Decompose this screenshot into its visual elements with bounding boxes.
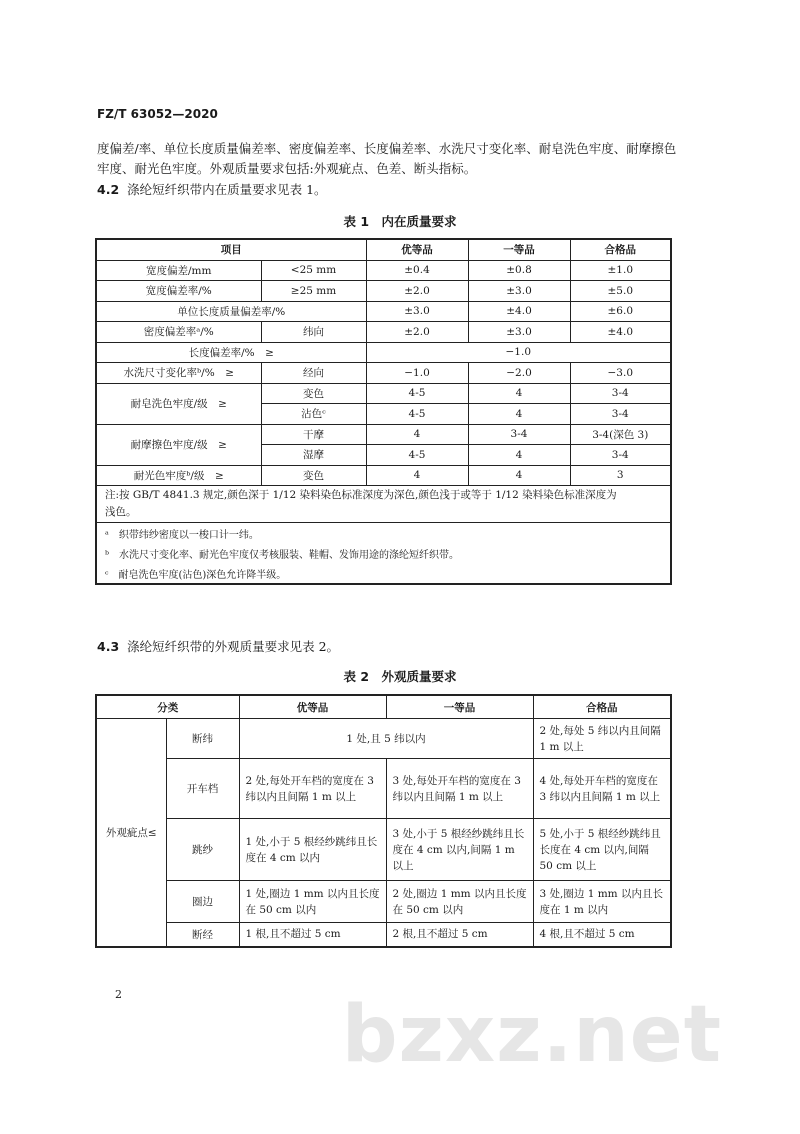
cell: 1 处,小于 5 根经纱跳纬且长度在 4 cm 以内 [239, 819, 386, 881]
header-grade-2: 一等品 [468, 239, 570, 260]
row-name: 宽度偏差率/% [96, 281, 261, 302]
row-condition: 沾色ᶜ [261, 404, 366, 425]
intro-line-2: 牢度、耐光色牢度。外观质量要求包括:外观疵点、色差、断头指标。 [97, 161, 477, 176]
row-condition: 湿摩 [261, 445, 366, 466]
table-row [96, 301, 671, 322]
row-name: 耐皂洗色牢度/级 ≥ [96, 383, 261, 424]
row-name: 耐光色牢度ᵇ/级 ≥ [96, 465, 261, 486]
cell: 1 处,圈边 1 mm 以内且长度在 50 cm 以内 [239, 881, 386, 923]
table-note [96, 486, 671, 523]
note-line-1: 注:按 GB/T 4841.3 规定,颜色深于 1/12 染料染色标准深度为深色,颜色浅于或等于 1/12 染料染色标准深度为 [105, 489, 617, 501]
cell: 4-5 [366, 383, 468, 404]
cell: 1 处,且 5 纬以内 [239, 719, 533, 759]
row-condition: 变色 [261, 383, 366, 404]
section-number: 4.2 [97, 182, 120, 197]
table-row [96, 819, 671, 881]
row-name: 密度偏差率ᵃ/% [96, 322, 261, 343]
header-category: 分类 [96, 695, 239, 719]
header-grade-2: 一等品 [386, 695, 533, 719]
cell: 4-5 [366, 445, 468, 466]
cell: ±0.8 [468, 260, 570, 281]
row-name: 开车档 [166, 759, 239, 819]
footnote-b: ᵇ 水洗尺寸变化率、耐光色牢度仅考核服装、鞋帽、发饰用途的涤纶短纤织带。 [96, 543, 671, 563]
cell: −3.0 [570, 363, 671, 384]
cell: 2 处,每处 5 纬以内且间隔 1 m 以上 [533, 719, 671, 759]
row-condition: 纬向 [261, 322, 366, 343]
cell: 3-4 [468, 424, 570, 445]
cell: 4-5 [366, 404, 468, 425]
row-name: 耐摩擦色牢度/级 ≥ [96, 424, 261, 465]
table-row [96, 363, 671, 384]
group-name: 外观疵点≤ [96, 719, 166, 947]
row-condition: 干摩 [261, 424, 366, 445]
table-row [96, 923, 671, 947]
cell: −1.0 [366, 363, 468, 384]
cell: 3-4 [570, 445, 671, 466]
table-row [96, 719, 671, 759]
row-name: 断经 [166, 923, 239, 947]
table-row [96, 281, 671, 302]
cell: ±4.0 [570, 322, 671, 343]
cell: ±1.0 [570, 260, 671, 281]
footnote-c: ᶜ 耐皂洗色牢度(沾色)深色允许降半级。 [96, 563, 671, 584]
cell: 3 处,小于 5 根经纱跳纬且长度在 4 cm 以内,间隔 1 m 以上 [386, 819, 533, 881]
cell: 4 处,每处开车档的宽度在 3 纬以内且间隔 1 m 以上 [533, 759, 671, 819]
cell: 3 处,圈边 1 mm 以内且长度在 1 m 以内 [533, 881, 671, 923]
page-number: 2 [115, 988, 122, 1001]
footnote-a: ᵃ 织带纬纱密度以一梭口计一纬。 [96, 523, 671, 544]
row-name: 跳纱 [166, 819, 239, 881]
cell: 4 [366, 465, 468, 486]
table-row [96, 260, 671, 281]
section-4-2 [97, 181, 327, 198]
section-4-3 [97, 638, 339, 655]
cell: ±3.0 [366, 301, 468, 322]
section-number: 4.3 [97, 639, 120, 654]
cell: 4 [468, 404, 570, 425]
cell: ±3.0 [468, 281, 570, 302]
table-row [96, 322, 671, 343]
cell: 5 处,小于 5 根经纱跳纬且长度在 4 cm 以内,间隔 50 cm 以上 [533, 819, 671, 881]
table-row [96, 383, 671, 404]
cell: 4 [468, 383, 570, 404]
table-header-row [96, 239, 671, 260]
cell: 4 [468, 445, 570, 466]
cell: ±2.0 [366, 281, 468, 302]
cell: 1 根,且不超过 5 cm [239, 923, 386, 947]
table1-caption: 表 1 内在质量要求 [343, 214, 457, 229]
standard-number: FZ/T 63052—2020 [97, 107, 218, 121]
cell: −2.0 [468, 363, 570, 384]
table-row [96, 881, 671, 923]
cell: 3-4 [570, 404, 671, 425]
section-text: 涤纶短纤织带的外观质量要求见表 2。 [127, 639, 340, 654]
table-header-row [96, 695, 671, 719]
cell: ±3.0 [468, 322, 570, 343]
header-grade-3: 合格品 [570, 239, 671, 260]
cell: ±0.4 [366, 260, 468, 281]
section-text: 涤纶短纤织带内在质量要求见表 1。 [127, 182, 327, 197]
table-appearance-quality [95, 694, 672, 948]
watermark: bzxz.net [341, 990, 722, 1080]
row-condition: ≥25 mm [261, 281, 366, 302]
cell: 4 [366, 424, 468, 445]
cell: −1.0 [366, 342, 671, 363]
row-name: 圈边 [166, 881, 239, 923]
cell: ±4.0 [468, 301, 570, 322]
cell: 3 处,每处开车档的宽度在 3 纬以内且间隔 1 m 以上 [386, 759, 533, 819]
cell: 3-4 [570, 383, 671, 404]
intro-line-1: 度偏差/率、单位长度质量偏差率、密度偏差率、长度偏差率、水洗尺寸变化率、耐皂洗色牢度、耐摩擦色 [97, 141, 677, 156]
row-name: 单位长度质量偏差率/% [96, 301, 366, 322]
table-note-row [96, 486, 671, 523]
header-grade-3: 合格品 [533, 695, 671, 719]
cell: ±5.0 [570, 281, 671, 302]
table-row [96, 759, 671, 819]
cell: 2 根,且不超过 5 cm [386, 923, 533, 947]
table-row [96, 465, 671, 486]
table-row [96, 342, 671, 363]
cell: 2 处,圈边 1 mm 以内且长度在 50 cm 以内 [386, 881, 533, 923]
row-name: 长度偏差率/% ≥ [96, 342, 366, 363]
header-item: 项目 [96, 239, 366, 260]
row-name: 宽度偏差/mm [96, 260, 261, 281]
table-inner-quality [95, 238, 672, 585]
cell: 2 处,每处开车档的宽度在 3 纬以内且间隔 1 m 以上 [239, 759, 386, 819]
cell: 4 [468, 465, 570, 486]
header-grade-1: 优等品 [366, 239, 468, 260]
cell: ±6.0 [570, 301, 671, 322]
note-line-2: 浅色。 [105, 506, 137, 518]
header-grade-1: 优等品 [239, 695, 386, 719]
row-condition: 经向 [261, 363, 366, 384]
table-row [96, 424, 671, 445]
row-condition: <25 mm [261, 260, 366, 281]
cell: 3-4(深色 3) [570, 424, 671, 445]
cell: ±2.0 [366, 322, 468, 343]
row-name: 水洗尺寸变化率ᵇ/% ≥ [96, 363, 261, 384]
cell: 3 [570, 465, 671, 486]
cell: 4 根,且不超过 5 cm [533, 923, 671, 947]
row-name: 断纬 [166, 719, 239, 759]
table2-caption: 表 2 外观质量要求 [343, 669, 457, 684]
row-condition: 变色 [261, 465, 366, 486]
